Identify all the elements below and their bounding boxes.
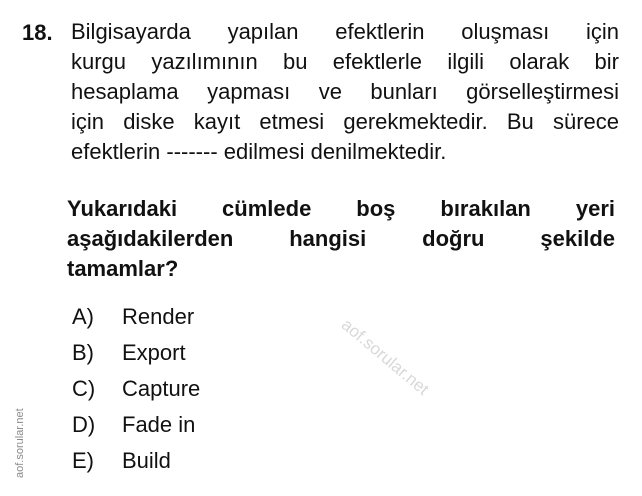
option-letter: A)	[72, 304, 94, 329]
side-watermark: aof.sorular.net	[14, 408, 26, 478]
question-number: 18.	[22, 20, 53, 45]
diagonal-watermark: aof.sorular.net	[337, 315, 433, 399]
option-text: Capture	[122, 376, 201, 401]
question-text-line-5: efektlerin ------- edilmesi denilmektedir.	[71, 139, 447, 164]
option-text: Fade in	[122, 412, 196, 437]
option-letter: D)	[72, 412, 96, 437]
option-letter: C)	[72, 376, 96, 401]
question-text-line-3: hesaplama yapması ve bunları görselleştirmesi	[71, 79, 619, 104]
question-text-line-4: için diske kayıt etmesi gerekmektedir. Bu sürece	[71, 109, 619, 134]
option-text: Render	[122, 304, 195, 329]
question-text-line-1: Bilgisayarda yapılan efektlerin oluşması için	[71, 19, 619, 44]
question-prompt-line-2: aşağıdakilerden hangisi doğru şekilde	[67, 226, 615, 251]
option-text: Export	[122, 340, 186, 365]
question-prompt-line-3: tamamlar?	[67, 256, 179, 281]
question-prompt-line-1: Yukarıdaki cümlede boş bırakılan yeri	[67, 196, 615, 221]
question-text-line-2: kurgu yazılımının bu efektlerle ilgili olarak bir	[71, 49, 619, 74]
option-letter: B)	[72, 340, 94, 365]
option-letter: E)	[72, 448, 94, 473]
option-text: Build	[122, 448, 171, 473]
